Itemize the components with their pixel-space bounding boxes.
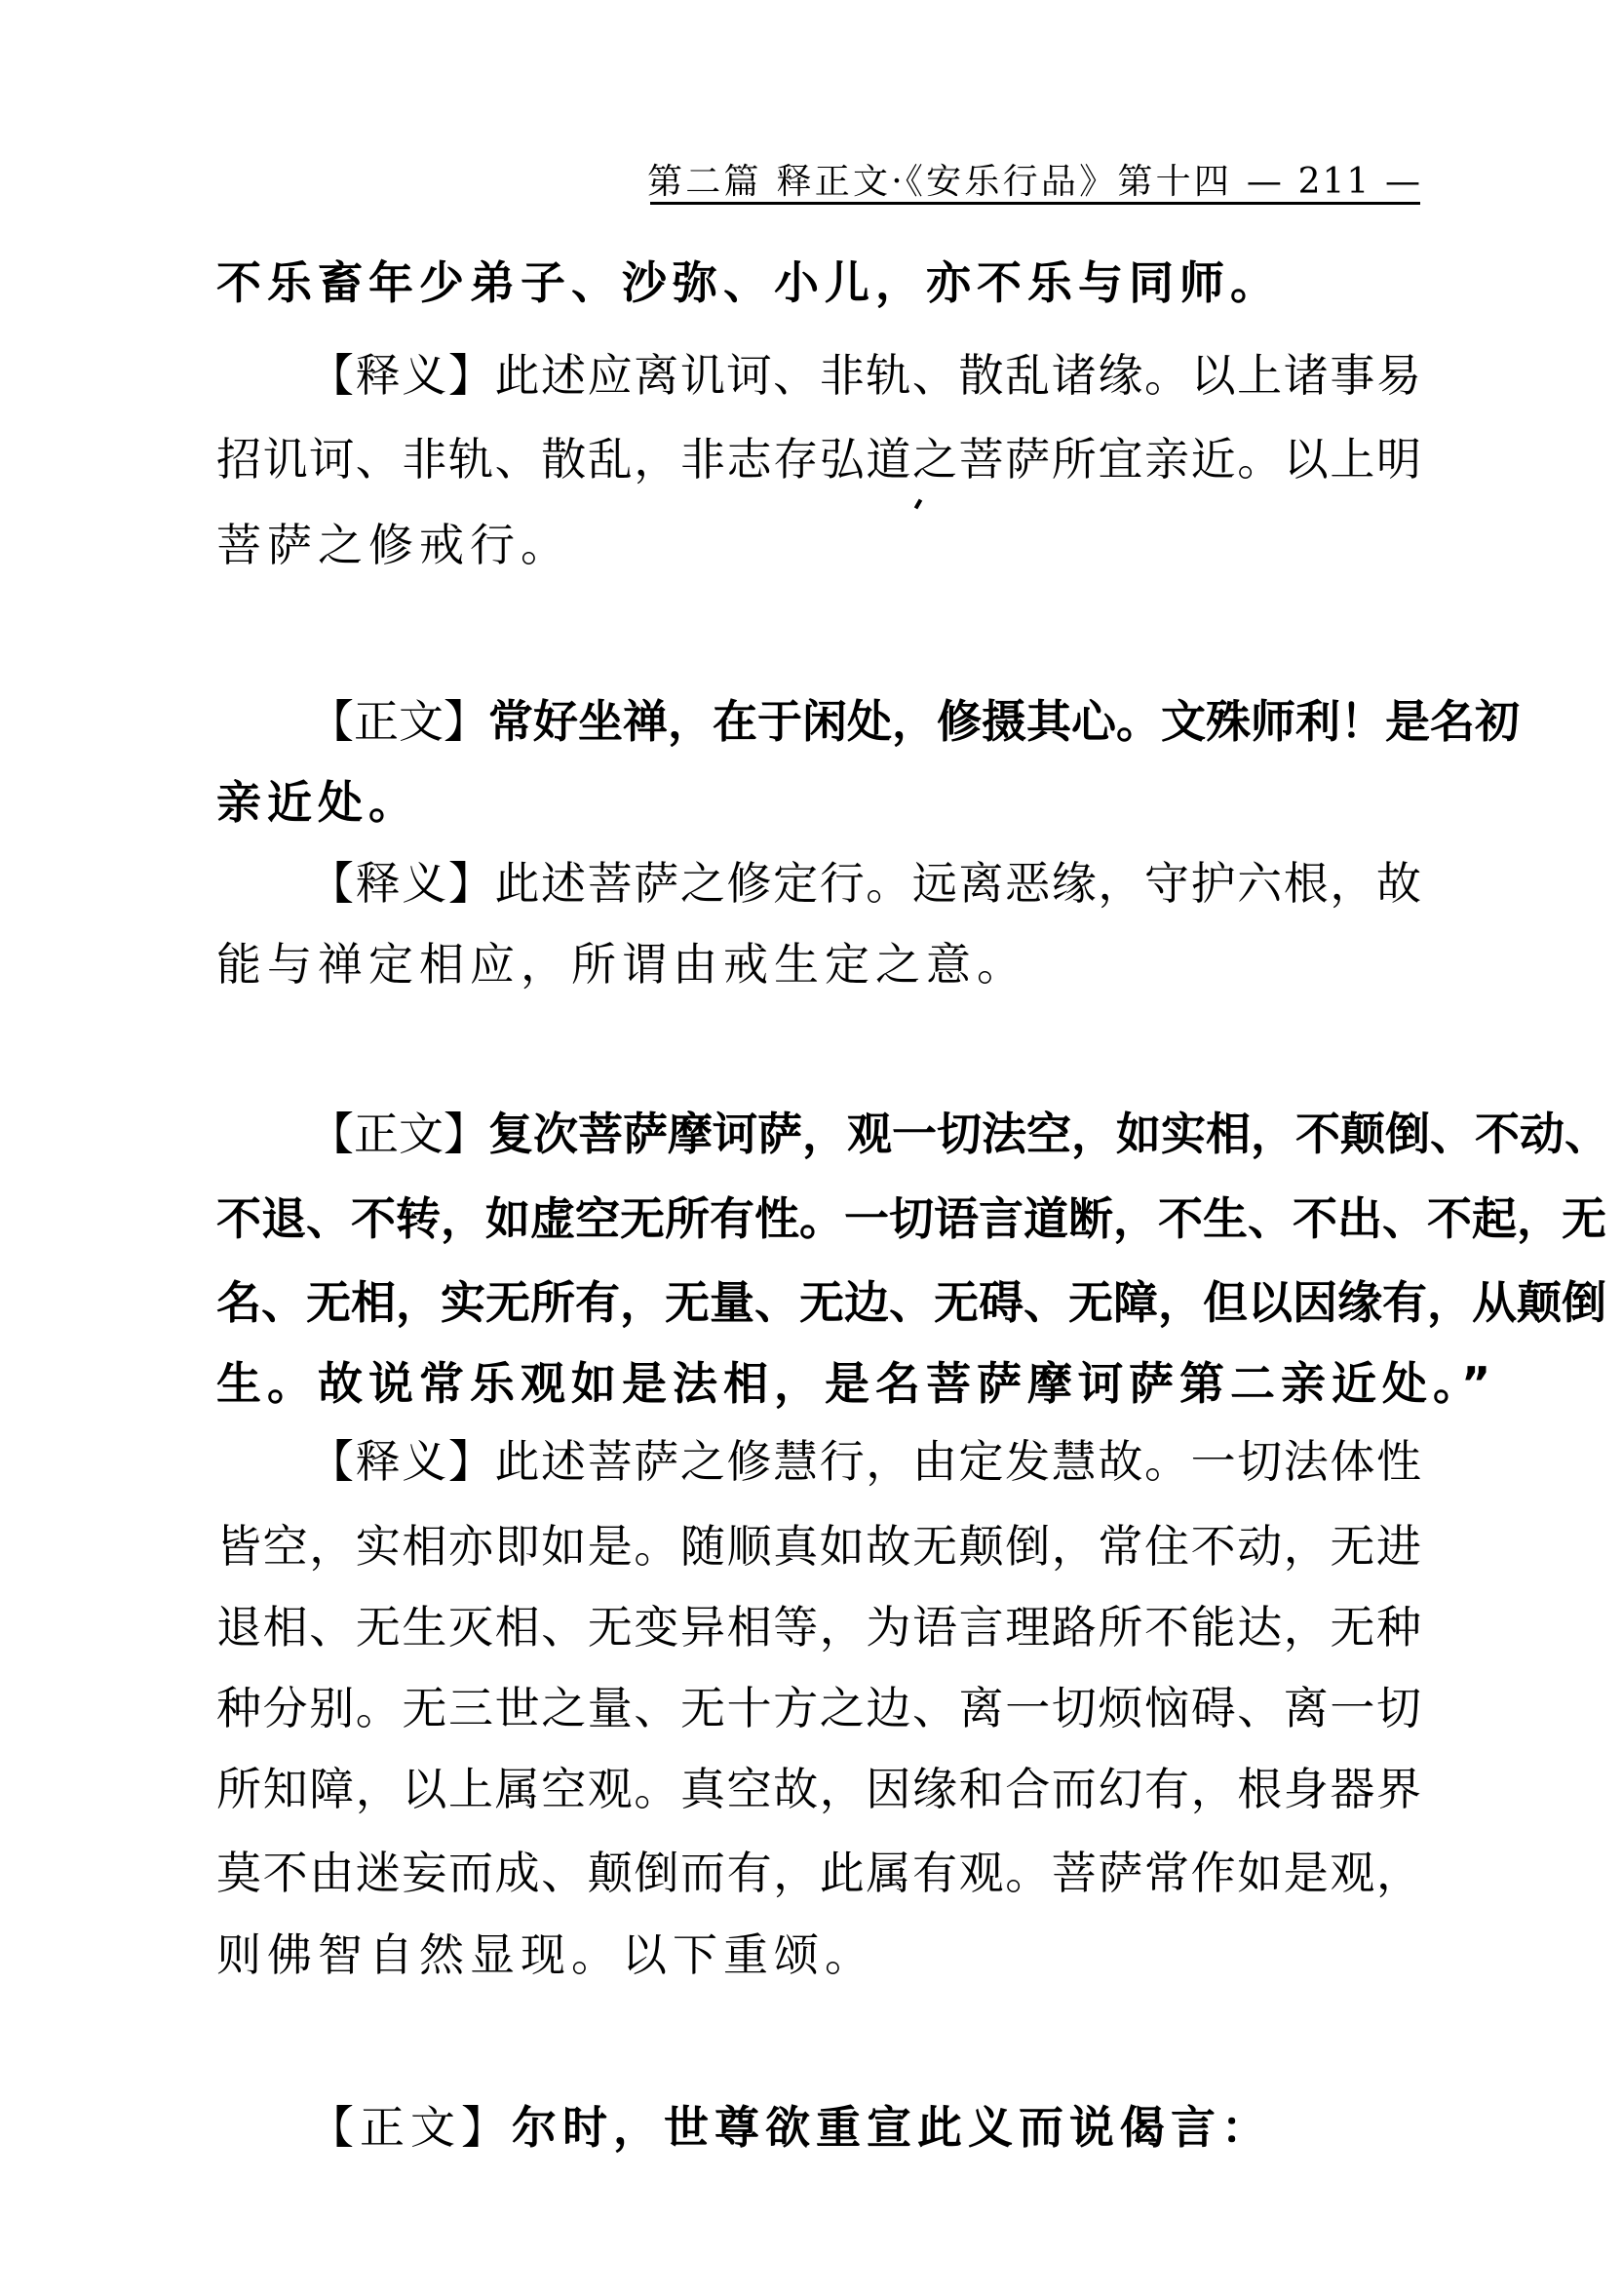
commentary-line [216, 1432, 1421, 1491]
commentary-line: 招讥诃、非轨、散乱，非志存弘道之菩萨所宜亲近。以上明 [216, 433, 1421, 486]
sutra-line: 亲近处。 [216, 776, 419, 829]
commentary-line: 种分别。无三世之量、无十方之边、离一切烦恼碍、离一切 [216, 1682, 1421, 1734]
commentary-line: 能与禅定相应，所谓由戒生定之意。 [216, 938, 1027, 991]
header-rule [650, 202, 1420, 205]
line-text: 尔时，世尊欲重宣此义而说偈言： [512, 2101, 1272, 2154]
sutra-line: 不乐畜年少弟子、沙弥、小儿，亦不乐与同师。 [216, 256, 1281, 309]
commentary-line: 菩萨之修戒行。 [216, 519, 571, 571]
line-text: 此述菩萨之修慧行，由定发慧故。一切法体性 [494, 1435, 1422, 1488]
page-number: — 211 — [1246, 162, 1422, 202]
line-text: 此述菩萨之修定行。远离恶缘，守护六根，故 [494, 857, 1422, 910]
sutra-label: 【正文】 [309, 1108, 488, 1160]
commentary-line: 退相、无生灭相、无变异相等，为语言理路所不能达，无种 [216, 1601, 1421, 1654]
line-text: 此述应离讥诃、非轨、散乱诸缘。以上诸事易 [494, 349, 1422, 402]
scan-speck [914, 499, 922, 510]
commentary-label: 【释义】 [309, 1435, 495, 1488]
line-text: 复次菩萨摩诃萨，观一切法空，如实相，不颠倒、不动、 [488, 1108, 1609, 1160]
sutra-line [216, 692, 1520, 751]
sutra-line: 名、无相，实无所有，无量、无边、无碍、无障，但以因缘有，从颠倒 [216, 1276, 1606, 1329]
commentary-line: 则佛智自然显现。以下重颂。 [216, 1928, 875, 1981]
sutra-line [216, 1105, 1609, 1163]
running-title: 第二篇 释正文·《安乐行品》第十四 [647, 162, 1233, 202]
commentary-line: 所知障，以上属空观。真空故，因缘和合而幻有，根身器界 [216, 1763, 1421, 1815]
running-header [647, 158, 1422, 207]
sutra-line [216, 2098, 1421, 2157]
commentary-line: 莫不由迷妄而成、颠倒而有，此属有观。菩萨常作如是观， [216, 1847, 1421, 1899]
commentary-label: 【释义】 [309, 349, 495, 402]
commentary-line: 皆空，实相亦即如是。随顺真如故无颠倒，常住不动，无进 [216, 1520, 1421, 1573]
commentary-label: 【释义】 [309, 857, 495, 910]
sutra-label: 【正文】 [309, 695, 488, 748]
sutra-line: 生。故说常乐观如是法相，是名菩萨摩诃萨第二亲近处。” [216, 1357, 1497, 1410]
commentary-line [216, 854, 1421, 913]
line-text: 常好坐禅，在于闲处，修摄其心。文殊师利！是名初 [488, 695, 1520, 748]
sutra-line: 不退、不转，如虚空无所有性。一切语言道断，不生、不出、不起，无 [216, 1192, 1606, 1245]
sutra-label: 【正文】 [309, 2101, 512, 2154]
commentary-line [216, 346, 1421, 405]
